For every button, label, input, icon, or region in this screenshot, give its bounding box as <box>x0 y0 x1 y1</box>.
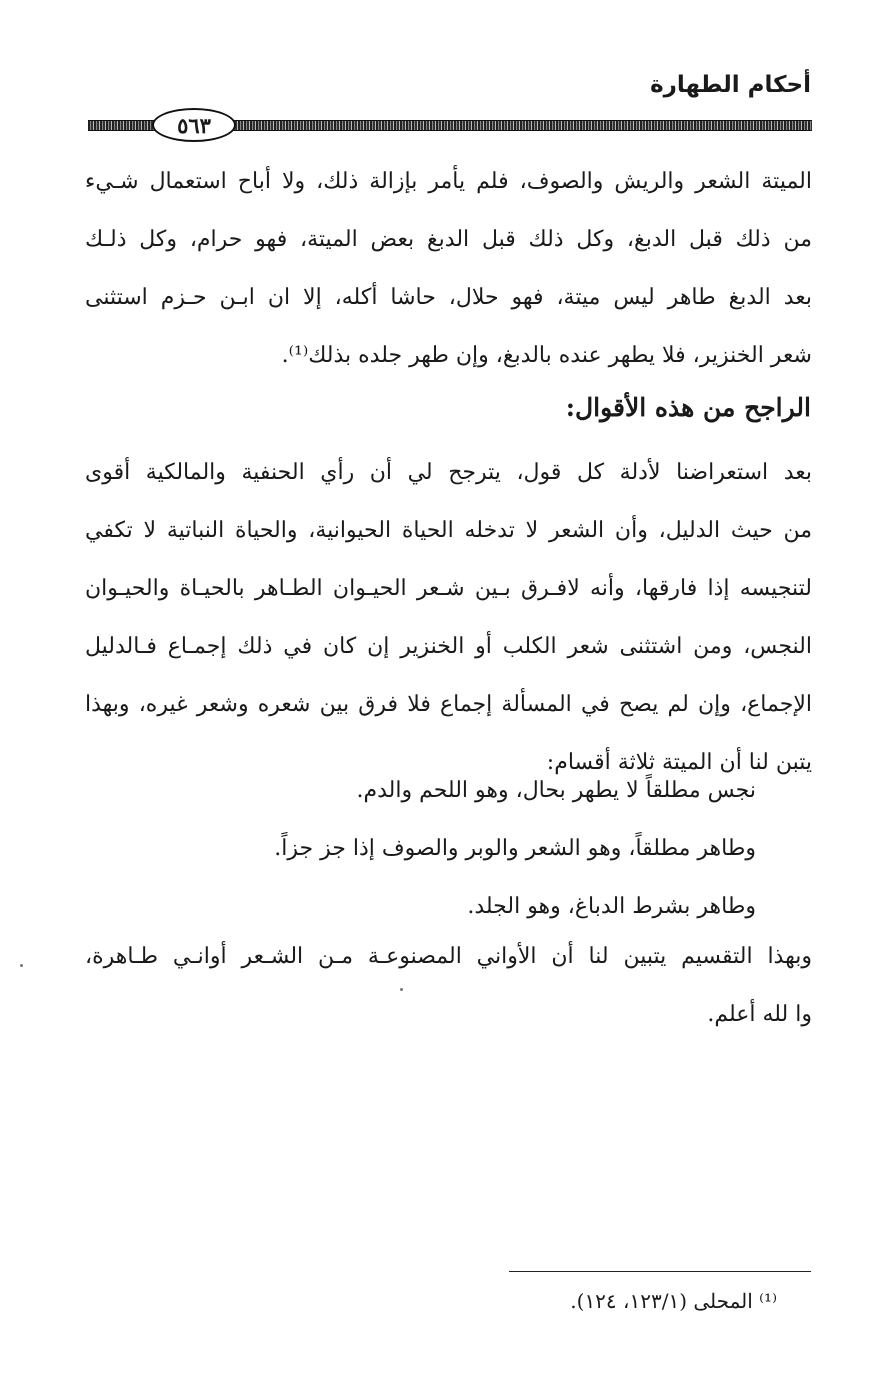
section-heading: الراجح من هذه الأقوال: <box>565 393 811 422</box>
paragraph-1-line: شعر الخنزير، فلا يطهر عنده بالدبغ، وإن طهر جلده بذلك⁽¹⁾. <box>281 343 812 368</box>
footnote-separator <box>509 1271 811 1272</box>
categories-list <box>274 762 756 936</box>
paragraph-3-line: وا لله أعلم. <box>707 1002 812 1027</box>
paragraph-2 <box>85 444 812 792</box>
running-title: أحكام الطهارة <box>650 72 811 98</box>
paragraph-2-line: من حيث الدليل، وأن الشعر لا تدخله الحياة الحيوانية، والحياة النباتية لا تكفي <box>85 518 812 543</box>
paragraph-1-line: بعد الدبغ طاهر ليس ميتة، فهو حلال، حاشا أكله، إلا ان ابـن حـزم استثنى <box>85 285 812 310</box>
paragraph-1 <box>85 153 812 385</box>
paragraph-2-line: الإجماع، وإن لم يصح في المسألة إجماع فلا فرق بين شعره وشعر غيره، وبهذا <box>85 692 812 717</box>
category-item: وطاهر بشرط الدباغ، وهو الجلد. <box>467 894 756 919</box>
paragraph-1-line: الميتة الشعر والريش والصوف، فلم يأمر بإزالة ذلك، ولا أباح استعمال شـيء <box>85 169 812 194</box>
paragraph-2-line: لتنجيسه إذا فارقها، وأنه لافـرق بـين شـعر الحيـوان الطـاهر بالحيـاة والحيـوان <box>85 576 812 601</box>
page-number-text: ٥٦٣ <box>177 112 211 138</box>
scan-speck <box>400 988 403 991</box>
paragraph-3 <box>85 928 812 1044</box>
category-item: نجس مطلقاً لا يطهر بحال، وهو اللحم والدم. <box>356 778 756 803</box>
paragraph-3-line: وبهذا التقسيم يتبين لنا أن الأواني المصنوعـة مـن الشـعر أوانـي طـاهرة، <box>85 944 812 969</box>
paragraph-2-line: يتبن لنا أن الميتة ثلاثة أقسام: <box>546 750 812 775</box>
page-number <box>152 108 236 142</box>
paragraph-2-line: بعد استعراضنا لأدلة كل قول، يترجح لي أن رأي الحنفية والمالكية أقوى <box>85 460 812 485</box>
paragraph-2-line: النجس، ومن اشتثنى شعر الكلب أو الخنزير إن كان في ذلك إجمـاع فـالدليل <box>85 634 812 659</box>
footnote: ⁽¹⁾ المحلى (١٢٣/١، ١٢٤). <box>570 1289 777 1313</box>
paragraph-1-line: من ذلك قبل الدبغ، وكل ذلك قبل الدبغ بعض الميتة، فهو حرام، وكل ذلـك <box>85 227 812 252</box>
category-item: وطاهر مطلقاً، وهو الشعر والوبر والصوف إذا جز جزاً. <box>274 836 756 861</box>
scan-speck <box>20 964 23 967</box>
